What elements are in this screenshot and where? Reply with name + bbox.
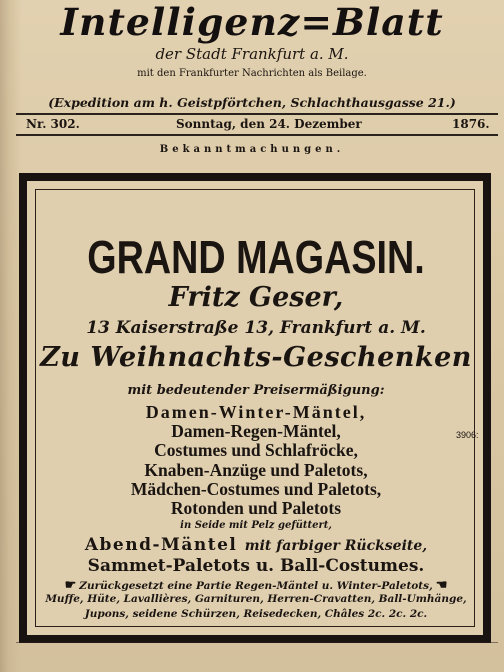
masthead-title: Intelligenz=Blatt — [60, 0, 444, 44]
ad-velvet: Sammet-Paletots u. Ball-Costumes. — [87, 556, 425, 576]
section-heading: Bekanntmachungen. — [159, 144, 345, 155]
ad-reduced-text-1: Zurückgesetzt eine Partie Regen-Mäntel u. Winter-Paletots, — [79, 580, 433, 592]
masthead-expedition: (Expedition am h. Geistpförtchen, Schlachthausgasse 21.) — [48, 95, 456, 110]
pointing-hand-left-icon: ☚ — [435, 578, 448, 593]
advertisement-inner-frame — [35, 189, 479, 627]
ad-evening-rest: mit farbiger Rückseite, — [244, 538, 428, 554]
ad-evening-coats — [36, 535, 476, 555]
ad-owner: Fritz Geser, — [168, 282, 344, 313]
advertisement — [19, 173, 491, 643]
rule-bottom — [16, 134, 498, 136]
ad-headline: GRAND MAGASIN. — [87, 231, 425, 283]
rule-footer — [16, 642, 498, 643]
ad-reduced-line-1 — [36, 578, 476, 593]
ad-item: Rotonden und Paletots — [170, 498, 342, 518]
issue-number: Nr. 302. — [26, 117, 80, 131]
ad-address: 13 Kaiserstraße 13, Frankfurt a. M. — [86, 318, 426, 338]
issue-row — [20, 117, 498, 135]
ad-code: 3906: — [456, 430, 479, 440]
ad-material: in Seide mit Pelz gefüttert, — [180, 520, 332, 531]
masthead-subtitle: der Stadt Frankfurt a. M. — [155, 45, 349, 63]
masthead-subtitle-2: mit den Frankfurter Nachrichten als Beilage. — [137, 68, 367, 79]
ad-occasion: Zu Weihnachts-Geschenken — [40, 342, 472, 373]
ad-reduced-line-2: Muffe, Hüte, Lavallières, Garnituren, Herren-Cravatten, Ball-Umhänge, — [45, 593, 467, 605]
ad-evening-main: Abend-Mäntel — [84, 535, 238, 555]
rule-top — [16, 113, 498, 115]
ad-discount: mit bedeutender Preisermäßigung: — [127, 383, 385, 398]
pointing-hand-icon: ☛ — [64, 578, 77, 593]
ad-item: Knaben-Anzüge und Paletots, — [144, 460, 368, 480]
ad-item: Damen-Regen-Mäntel, — [171, 421, 341, 441]
issue-year: 1876. — [452, 117, 490, 131]
ad-reduced-line-3: Jupons, seidene Schürzen, Reisedecken, Châles 2c. 2c. 2c. — [84, 608, 428, 620]
issue-date: Sonntag, den 24. Dezember — [176, 117, 362, 131]
ad-item: Mädchen-Costumes und Paletots, — [130, 479, 382, 499]
ad-item: Damen-Winter-Mäntel, — [145, 402, 367, 422]
ad-item: Costumes und Schlafröcke, — [154, 440, 358, 460]
